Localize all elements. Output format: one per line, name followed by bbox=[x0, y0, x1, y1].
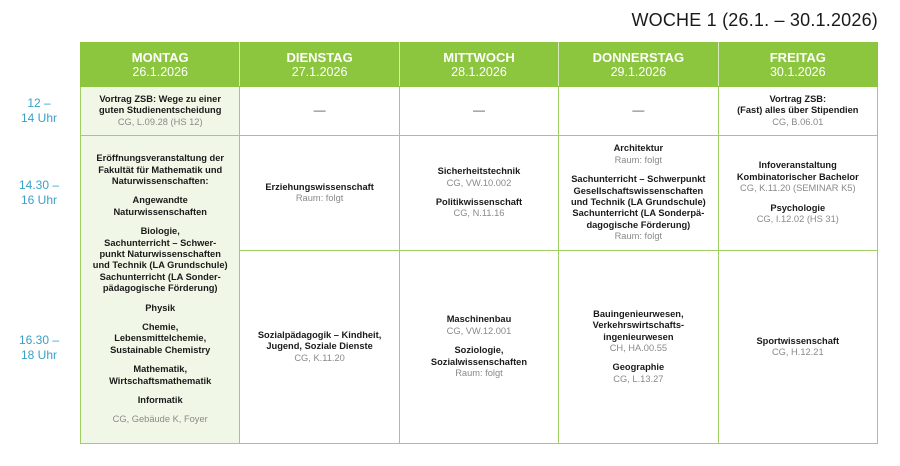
event-room: CG, H.12.21 bbox=[771, 347, 824, 357]
event-title: Angewandte bbox=[132, 195, 188, 206]
day-name: FREITAG bbox=[769, 49, 826, 65]
empty-dash: — bbox=[313, 102, 326, 117]
day-header-tuesday bbox=[240, 43, 399, 87]
event-title: Sustainable Chemistry bbox=[110, 344, 211, 355]
time-slot-line: 14 Uhr bbox=[20, 111, 58, 125]
event-title: Kombinatorischer Bachelor bbox=[736, 171, 859, 182]
cell-wed-12 bbox=[399, 87, 558, 136]
day-header-thursday bbox=[559, 43, 718, 87]
event-title: Geographie bbox=[612, 362, 665, 373]
time-slot-line: 14.30 – bbox=[18, 178, 60, 192]
event-title: Soziologie, bbox=[454, 345, 504, 356]
day-name: DIENSTAG bbox=[286, 49, 353, 65]
event-title: ingenieurwesen bbox=[603, 331, 674, 342]
event-title: Psychologie bbox=[770, 202, 826, 213]
event-title: Physik bbox=[145, 302, 176, 313]
day-name: DONNERSTAG bbox=[592, 49, 685, 65]
day-date: 30.1.2026 bbox=[769, 64, 826, 79]
event-title: Eröffnungsveranstaltung der bbox=[96, 153, 224, 164]
event-room: CG, K.11.20 (SEMINAR K5) bbox=[740, 183, 856, 194]
event-title: Vortrag ZSB: Wege zu einer bbox=[99, 93, 221, 104]
event-room: CG, I.12.02 (HS 31) bbox=[756, 214, 839, 225]
event-title: Erziehungswissenschaft bbox=[265, 181, 374, 192]
event-room: CG, Gebäude K, Foyer bbox=[112, 414, 208, 425]
cell-tue-1630 bbox=[240, 251, 399, 444]
day-name: MITTWOCH bbox=[443, 49, 515, 65]
event-title: Sicherheitstechnik bbox=[437, 166, 521, 177]
event-room: Raum: folgt bbox=[614, 231, 663, 242]
day-date: 29.1.2026 bbox=[610, 64, 667, 79]
cell-fri-1430 bbox=[718, 136, 877, 251]
event-title: pädagogische Förderung) bbox=[102, 283, 218, 294]
time-slot-12-14 bbox=[0, 96, 78, 126]
event-title: Fakultät für Mathematik und bbox=[98, 164, 223, 175]
event-title: Sachunterricht (LA Sonderpä- bbox=[572, 208, 705, 219]
event-room: CG, L.09.28 (HS 12) bbox=[117, 116, 203, 127]
event-title: Sozialwissenschaften bbox=[430, 356, 528, 367]
event-title: Lebensmittelchemie, bbox=[114, 333, 207, 344]
event-title: dagogische Förderung) bbox=[586, 219, 691, 230]
event-title: Politikwissenschaft bbox=[435, 197, 523, 207]
event-title: Mathematik, bbox=[133, 364, 188, 375]
event-title: Vortrag ZSB: bbox=[769, 93, 827, 104]
cell-wed-1630 bbox=[399, 251, 558, 444]
event-title: punkt Naturwissenschaften bbox=[99, 248, 221, 259]
event-room: CG, VW.12.001 bbox=[446, 325, 512, 336]
cell-thu-12 bbox=[559, 87, 718, 136]
event-room: Raum: folgt bbox=[455, 368, 503, 379]
event-title: (Fast) alles über Stipendien bbox=[737, 105, 859, 116]
event-title: Naturwissenschaften: bbox=[111, 175, 209, 186]
event-title: Verkehrswirtschafts- bbox=[592, 320, 685, 331]
day-header-friday bbox=[718, 43, 877, 87]
event-title: Gesellschaftswissenschaften bbox=[573, 185, 704, 196]
week-title: WOCHE 1 (26.1. – 30.1.2026) bbox=[631, 10, 878, 30]
event-title: Sportwissenschaft bbox=[756, 335, 840, 346]
event-title: guten Studienentscheidung bbox=[98, 105, 222, 116]
event-title: Biologie, bbox=[140, 226, 180, 237]
event-title: Sachunterricht – Schwerpunkt bbox=[571, 174, 706, 185]
event-title: Sachunterricht (LA Sonder- bbox=[99, 271, 221, 282]
event-title: und Technik (LA Grundschule) bbox=[570, 197, 706, 207]
event-title: Wirtschaftsmathematik bbox=[109, 375, 212, 386]
time-slot-line: 12 – bbox=[27, 96, 51, 110]
event-title: Chemie, bbox=[142, 322, 179, 333]
event-room: CG, N.11.16 bbox=[453, 208, 505, 219]
empty-dash: — bbox=[472, 102, 485, 117]
schedule-table bbox=[80, 42, 878, 444]
event-room: CG, K.11.20 bbox=[294, 352, 345, 363]
cell-fri-1630 bbox=[718, 251, 877, 444]
event-title: Sachunterricht – Schwer- bbox=[104, 237, 217, 248]
day-name: MONTAG bbox=[131, 49, 189, 65]
cell-tue-12 bbox=[240, 87, 399, 136]
event-room: CG, L.13.27 bbox=[613, 373, 664, 384]
time-slot-line: 16.30 – bbox=[18, 333, 60, 347]
day-date: 28.1.2026 bbox=[451, 64, 507, 79]
time-slot-1430-16 bbox=[0, 178, 78, 208]
day-date: 27.1.2026 bbox=[291, 64, 348, 79]
time-slot-line: 16 Uhr bbox=[20, 193, 58, 207]
cell-thu-1430 bbox=[559, 136, 718, 251]
event-title: Jugend, Soziale Dienste bbox=[266, 341, 373, 352]
event-title: und Technik (LA Grundschule) bbox=[92, 260, 228, 271]
event-title: Maschinenbau bbox=[446, 314, 512, 325]
event-room: CG, VW.10.002 bbox=[446, 177, 512, 188]
event-title: Naturwissenschaften bbox=[113, 206, 207, 217]
event-title: Infoveranstaltung bbox=[758, 160, 837, 171]
day-date: 26.1.2026 bbox=[132, 64, 188, 79]
event-room: CG, B.06.01 bbox=[772, 116, 824, 127]
cell-tue-1430 bbox=[240, 136, 399, 251]
event-title: Architektur bbox=[613, 143, 664, 154]
cell-thu-1630 bbox=[559, 251, 718, 444]
time-slot-1630-18 bbox=[0, 333, 78, 363]
time-slot-line: 18 Uhr bbox=[20, 348, 58, 362]
event-title: Sozialpädagogik – Kindheit, bbox=[257, 329, 382, 340]
empty-dash: — bbox=[632, 102, 645, 117]
day-header-wednesday bbox=[399, 43, 558, 87]
event-room: Raum: folgt bbox=[295, 193, 344, 203]
event-title: Informatik bbox=[137, 395, 183, 406]
event-room: Raum: folgt bbox=[614, 154, 663, 165]
event-title: Bauingenieurwesen, bbox=[593, 308, 684, 319]
day-header-monday bbox=[81, 43, 240, 87]
cell-fri-12 bbox=[718, 87, 877, 136]
cell-mon-opening bbox=[81, 136, 240, 444]
event-room: CH, HA.00.55 bbox=[609, 343, 668, 353]
cell-wed-1430 bbox=[399, 136, 558, 251]
cell-mon-12 bbox=[81, 87, 240, 136]
